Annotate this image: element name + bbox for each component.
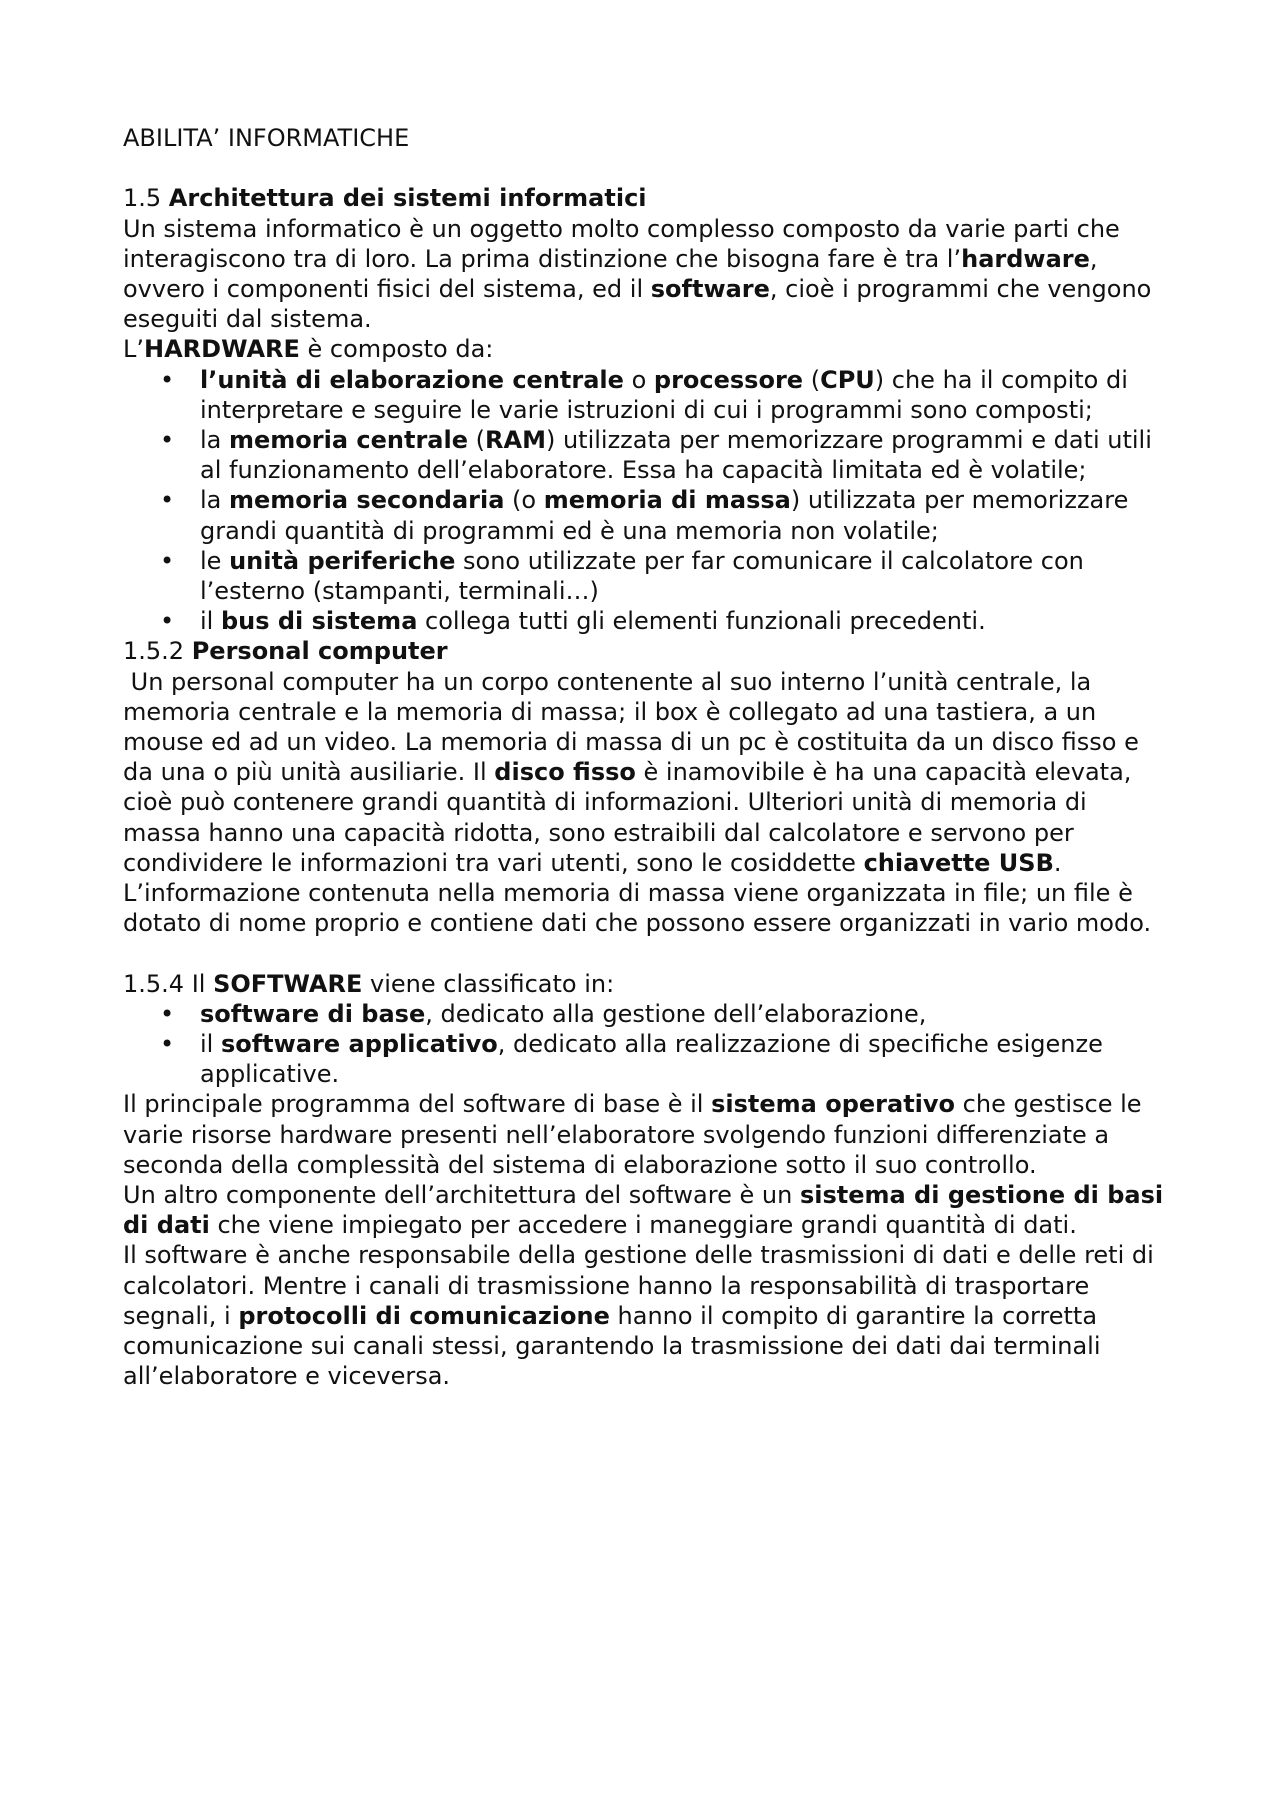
paragraph-intro: Un sistema informatico è un oggetto molto complesso composto da varie parti che interagiscono tra di loro. La prima distinzione che bisogna fare è tra l’hardware, ovvero i componenti fisici del sistema, ed il software, cioè i programmi che vengono eseguiti dal sistema. (123, 214, 1152, 334)
hardware-list (123, 365, 1168, 637)
list-item: • software di base, dedicato alla gestione dell’elaborazione, (200, 999, 1168, 1029)
list-item: • l’unità di elaborazione centrale o processore (CPU) che ha il compito di interpretare e seguire le varie istruzioni di cui i programmi sono composti; (200, 365, 1168, 425)
list-item: • la memoria centrale (RAM) utilizzata per memorizzare programmi e dati utili al funzionamento dell’elaboratore. Essa ha capacità limitata ed è volatile; (200, 425, 1168, 485)
list-item: • il software applicativo, dedicato alla realizzazione di specifiche esigenze applicative. (200, 1029, 1168, 1089)
software-list (123, 999, 1168, 1090)
section-heading-1-5: 1.5 Architettura dei sistemi informatici (123, 184, 647, 213)
blank-line (123, 153, 1168, 183)
document-title: ABILITA’ INFORMATICHE (123, 124, 410, 152)
list-item: • il bus di sistema collega tutti gli elementi funzionali precedenti. (200, 606, 1168, 636)
paragraph-hardware: L’HARDWARE è composto da: (123, 335, 494, 364)
paragraph-database: Un altro componente dell’architettura del software è un sistema di gestione di basi di dati che viene impiegato per accedere i maneggiare grandi quantità di dati. (123, 1181, 1164, 1240)
blank-line (123, 938, 1168, 968)
paragraph-personal-computer: Un personal computer ha un corpo contenente al suo interno l’unità centrale, la memoria centrale e la memoria di massa; il box è collegato ad una tastiera, a un mouse ed ad un video. La memoria di massa di un pc è costituita da un disco fisso e da una o più unità ausiliarie. Il disco fisso è inamovibile è ha una capacità elevata, cioè può contenere grandi quantità di informazioni. Ulteriori unità di memoria di massa hanno una capacità ridotta, sono estraibili dal calcolatore e servono per condividere le informazioni tra vari utenti, sono le cosiddette chiavette USB. (123, 667, 1147, 877)
section-heading-1-5-4: 1.5.4 Il SOFTWARE viene classificato in: (123, 969, 615, 998)
paragraph-file: L’informazione contenuta nella memoria di massa viene organizzata in file; un file è dotato di nome proprio e contiene dati che possono essere organizzati in vario modo. (123, 879, 1152, 938)
list-item: • la memoria secondaria (o memoria di massa) utilizzata per memorizzare grandi quantità di programmi ed è una memoria non volatile; (200, 485, 1168, 545)
list-item: • le unità periferiche sono utilizzate per far comunicare il calcolatore con l’esterno (stampanti, terminali…) (200, 546, 1168, 606)
document-body (123, 123, 1168, 1392)
section-heading-1-5-2: 1.5.2 Personal computer (123, 637, 448, 666)
paragraph-protocols: Il software è anche responsabile della gestione delle trasmissioni di dati e delle reti di calcolatori. Mentre i canali di trasmissione hanno la responsabilità di trasportare segnali, i protocolli di comunicazione hanno il compito di garantire la corretta comunicazione sui canali stessi, garantendo la trasmissione dei dati dai terminali all’elaboratore e viceversa. (123, 1241, 1154, 1391)
paragraph-operating-system: Il principale programma del software di base è il sistema operativo che gestisce le varie risorse hardware presenti nell’elaboratore svolgendo funzioni differenziate a seconda della complessità del sistema di elaborazione sotto il suo controllo. (123, 1090, 1142, 1179)
